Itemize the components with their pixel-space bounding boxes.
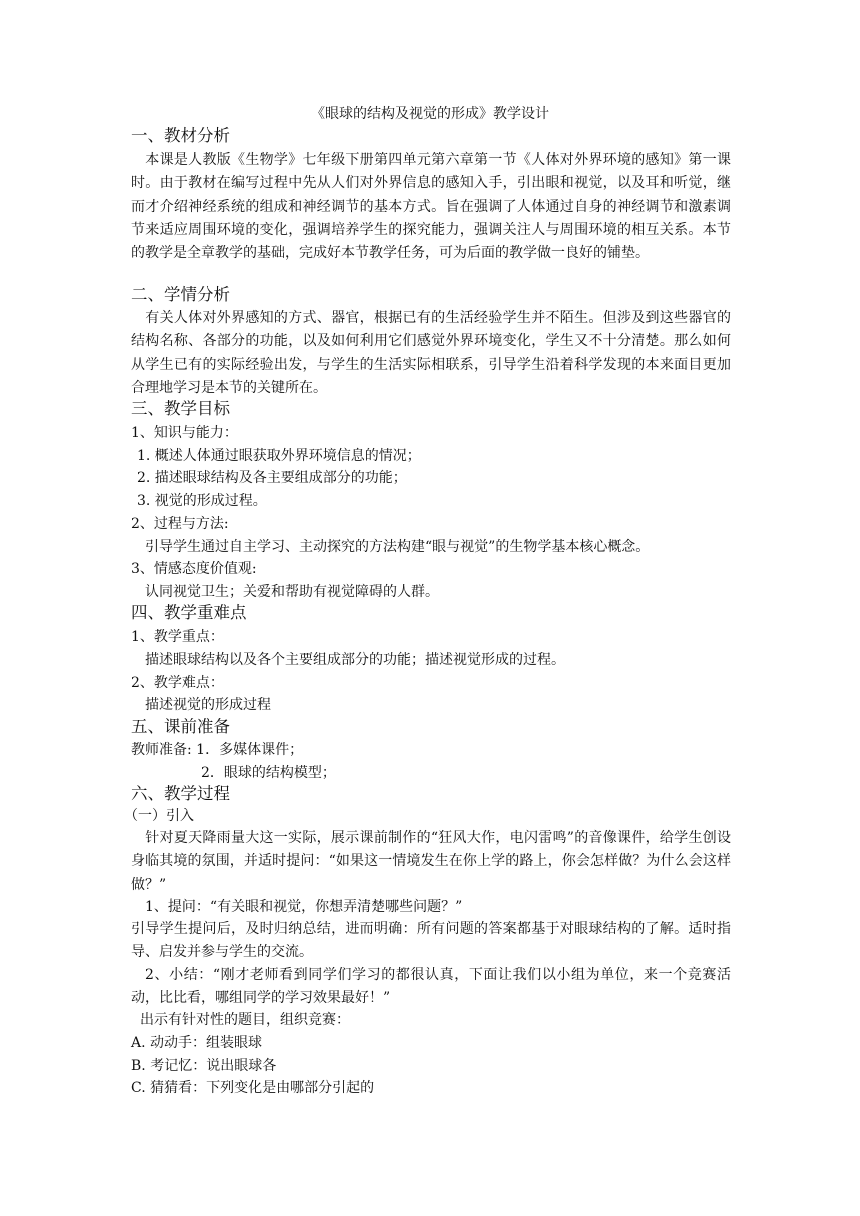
key-point-text: 描述眼球结构以及各个主要组成部分的功能；描述视觉形成的过程。 bbox=[145, 652, 565, 668]
difficult-point-text: 描述视觉的形成过程 bbox=[145, 697, 271, 713]
process-conclusion-paragraph: 2、小结：“刚才老师看到同学们学习的都很认真，下面让我们以小组为单位，来一个竞赛活动，比比看，哪组同学的学习效果最好！” bbox=[131, 967, 731, 1007]
key-point-label: 1、教学重点： bbox=[131, 629, 224, 645]
goal-emotion-text: 认同视觉卫生；关爱和帮助有视觉障碍的人群。 bbox=[145, 584, 439, 600]
contest-item-b: B. 考记忆：说出眼球各 bbox=[131, 1058, 277, 1074]
contest-item-a: A. 动动手：组装眼球 bbox=[131, 1035, 263, 1051]
goal-emotion-label: 3、情感态度价值观: bbox=[131, 561, 257, 577]
process-contest-intro: 出示有针对性的题目，组织竞赛： bbox=[140, 1012, 350, 1028]
process-subheading-intro: （一）引入 bbox=[124, 808, 194, 824]
section-heading-process: 六、教学过程 bbox=[131, 784, 230, 803]
process-summary-paragraph: 引导学生提问后，及时归纳总结，进而明确：所有问题的答案都基于对眼球结构的了解。适时指导、启发并参与学生的交流。 bbox=[131, 921, 731, 961]
section-heading-textbook-analysis: 一、教材分析 bbox=[131, 126, 230, 145]
paragraph-learner-analysis: 有关人体对外界感知的方式、器官，根据已有的生活经验学生并不陌生。但涉及到这些器官的结构名称、各部分的功能，以及如何利用它们感觉外界环境变化，学生又不十分清楚。那么如何从学生已有的实际经验出发，与学生的生活实际相联系，引导学生沿着科学发现的本来面目更加合理地学习是本节的关键所在。 bbox=[131, 310, 731, 396]
goal-knowledge-item-3: 3. 视觉的形成过程。 bbox=[137, 493, 267, 509]
process-intro-paragraph: 针对夏天降雨量大这一实际，展示课前制作的“狂风大作，电闪雷鸣”的音像课件，给学生创设身临其境的氛围，并适时提问：“如果这一情境发生在你上学的路上，你会怎样做？为什么会这样做？” bbox=[131, 830, 731, 893]
section-heading-preparation: 五、课前准备 bbox=[131, 717, 230, 736]
goal-method-text: 引导学生通过自主学习、主动探究的方法构建“眼与视觉”的生物学基本核心概念。 bbox=[145, 539, 650, 555]
document-title: 《眼球的结构及视觉的形成》教学设计 bbox=[311, 106, 549, 122]
difficult-point-label: 2、教学难点： bbox=[131, 675, 224, 691]
preparation-item-2: 2．眼球的结构模型； bbox=[201, 765, 336, 781]
section-heading-teaching-goals: 三、教学目标 bbox=[131, 399, 230, 418]
goal-method-label: 2、过程与方法: bbox=[131, 516, 229, 532]
goal-knowledge-item-2: 2. 描述眼球结构及各主要组成部分的功能； bbox=[137, 470, 407, 486]
preparation-item-1: 教师准备: 1．多媒体课件； bbox=[131, 742, 304, 758]
goal-knowledge-label: 1、知识与能力： bbox=[131, 425, 238, 441]
goal-knowledge-item-1: 1. 概述人体通过眼获取外界环境信息的情况； bbox=[137, 448, 421, 464]
contest-item-c: C. 猜猜看：下列变化是由哪部分引起的 bbox=[131, 1080, 375, 1096]
paragraph-textbook-analysis: 本课是人教版《生物学》七年级下册第四单元第六章第一节《人体对外界环境的感知》第一课时。由于教材在编写过程中先从人们对外界信息的感知入手，引出眼和视觉，以及耳和听觉，继而才介绍神经系统的组成和神经调节的基本方式。旨在强调了人体通过自身的神经调节和激素调节来适应周围环境的变化，强调培养学生的探究能力，强调关注人与周围环境的相互关系。本节的教学是全章教学的基础，完成好本节教学任务，可为后面的教学做一良好的铺垫。 bbox=[131, 152, 731, 262]
section-heading-key-difficult: 四、教学重难点 bbox=[131, 603, 247, 622]
process-question: 1、提问：“有关眼和视觉，你想弄清楚哪些问题？” bbox=[145, 899, 463, 915]
section-heading-learner-analysis: 二、学情分析 bbox=[131, 285, 230, 304]
